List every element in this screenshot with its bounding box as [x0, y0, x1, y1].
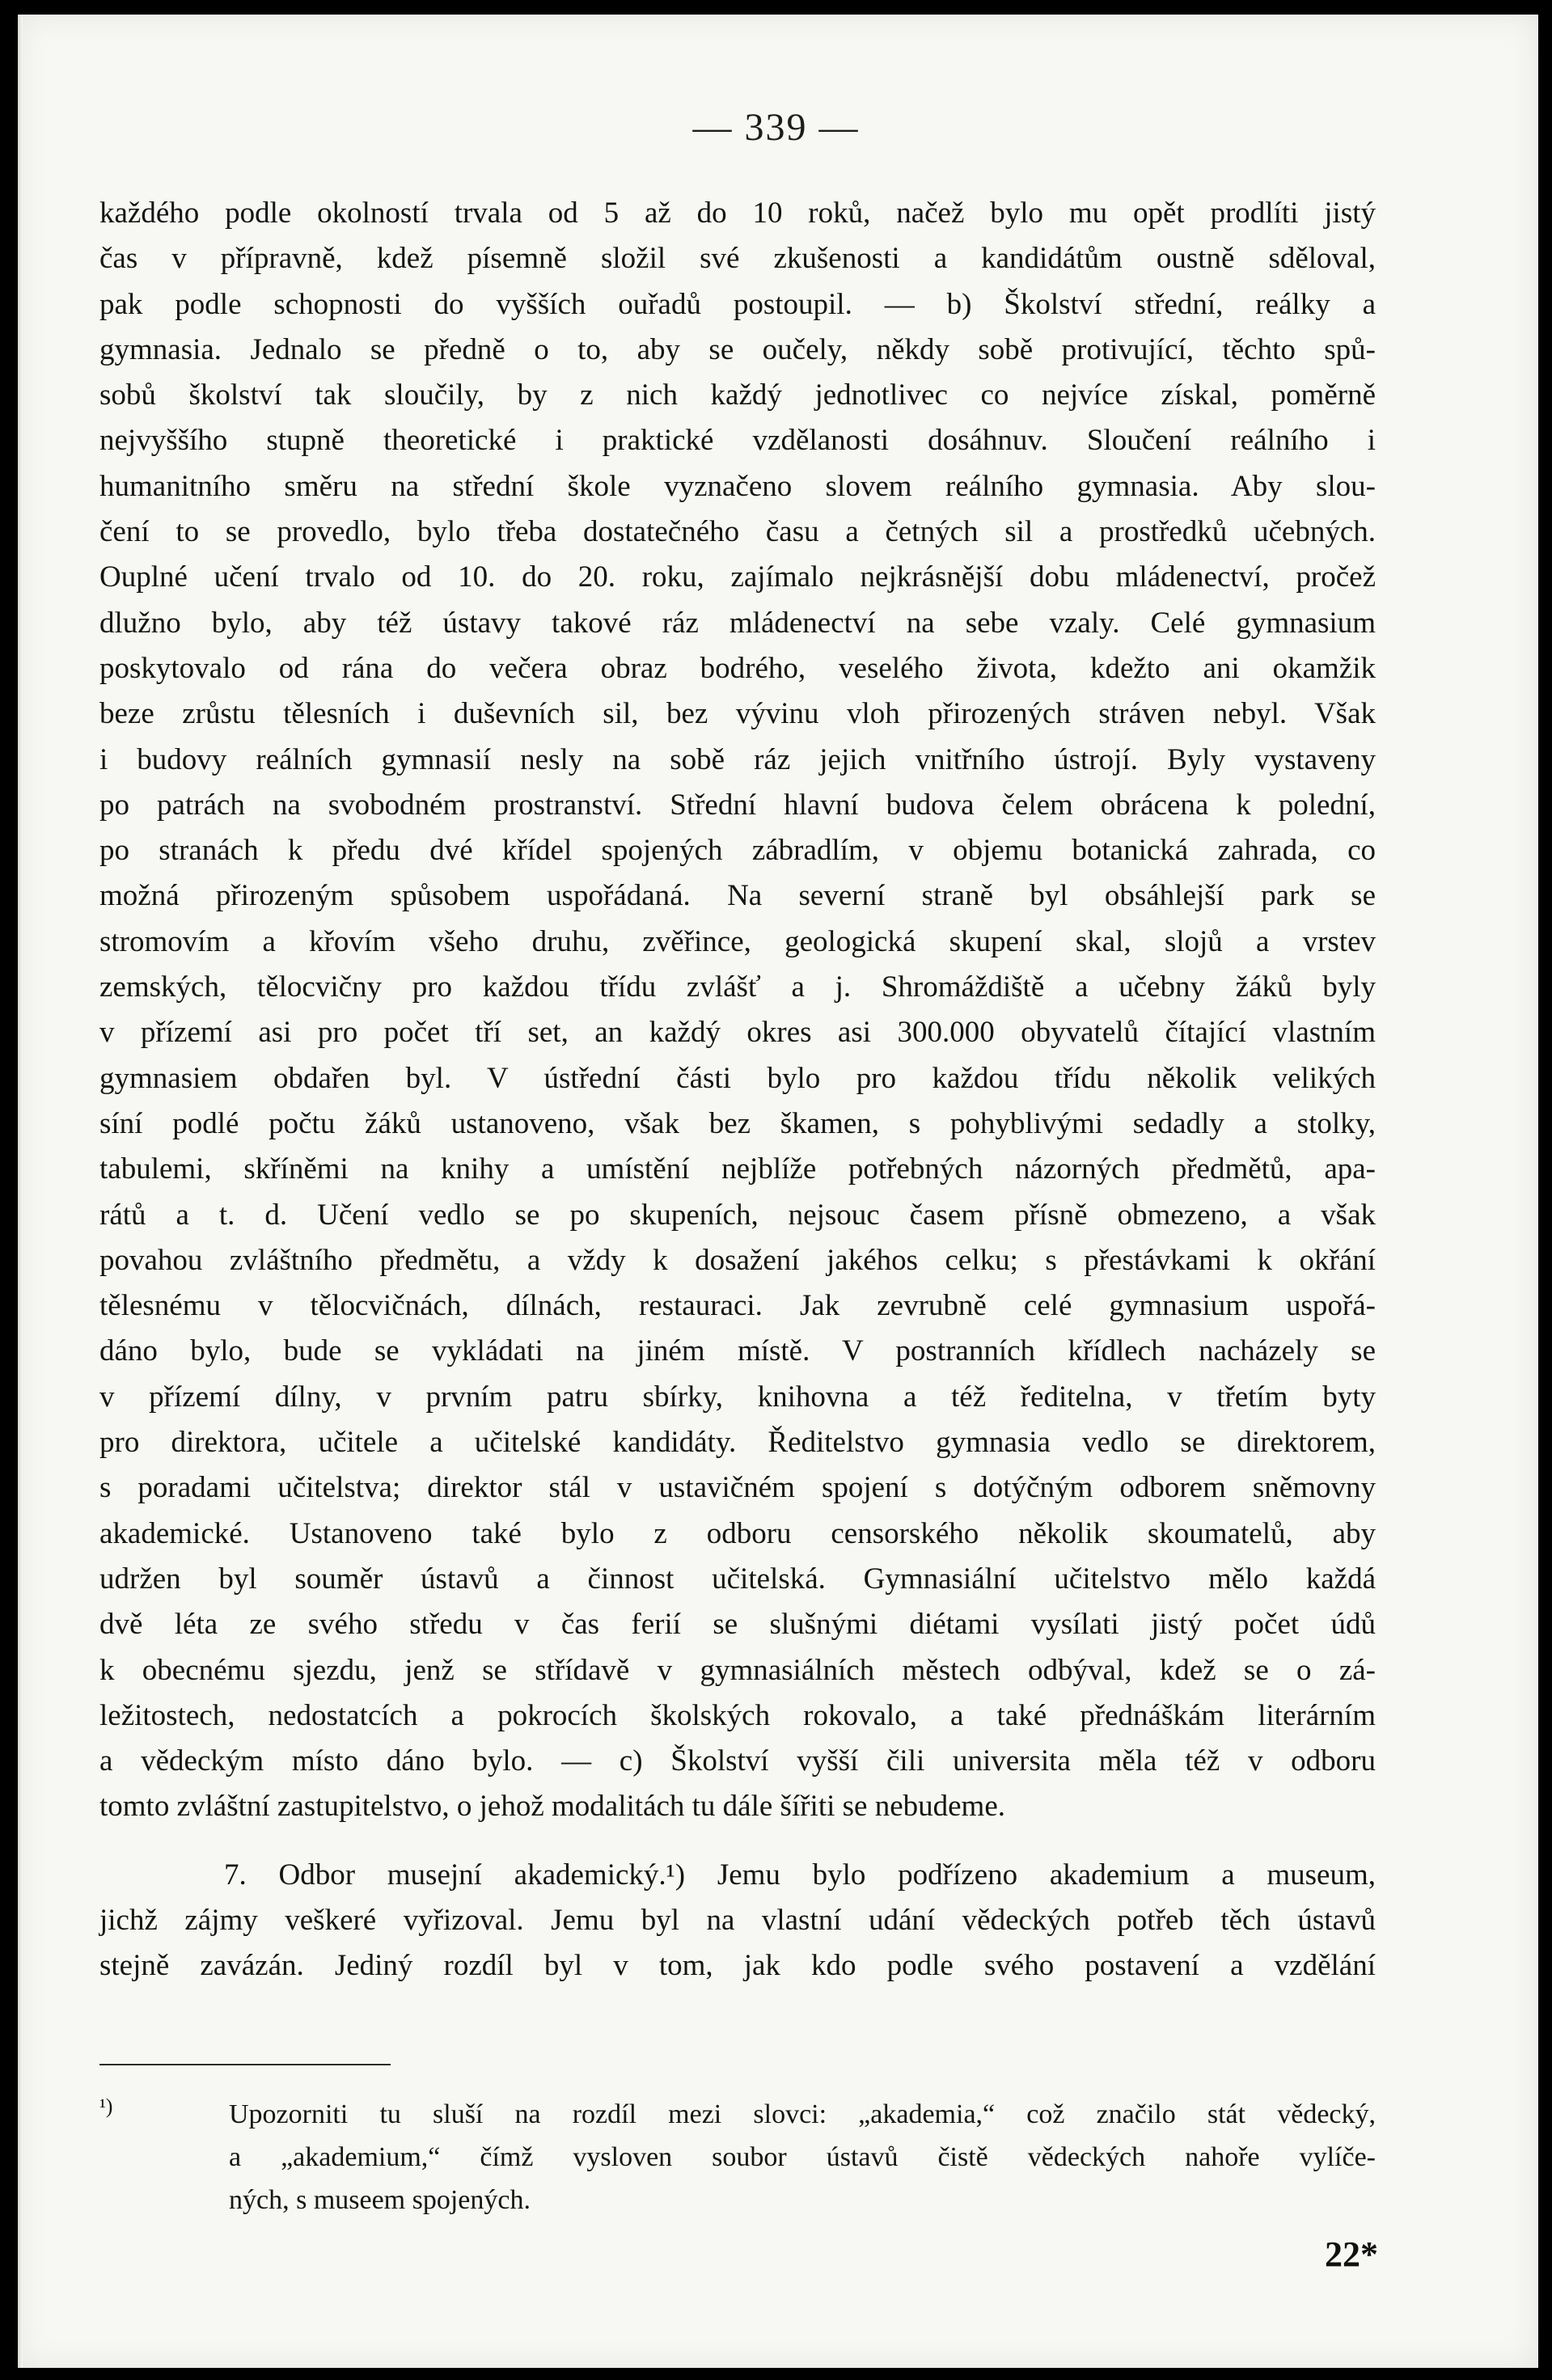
text-line: stromovím a křovím všeho druhu, zvěřince, geologická skupení skal, slojů a vrstev: [99, 924, 1376, 958]
text-line: v přízemí dílny, v prvním patru sbírky, knihovna a též ředitelna, v třetím byty: [99, 1380, 1376, 1414]
text-line: po patrách na svobodném prostranství. Střední hlavní budova čelem obrácena k polední,: [99, 788, 1376, 822]
text-line: dlužno bylo, aby též ústavy takové ráz mládenectví na sebe vzaly. Celé gymnasium: [99, 606, 1376, 640]
text-line: ležitostech, nedostatcích a pokrocích školských rokovalo, a také přednáškám literárním: [99, 1698, 1376, 1732]
text-line: akademické. Ustanoveno také bylo z odboru censorského několik skoumatelů, aby: [99, 1516, 1376, 1550]
text-line: beze zrůstu tělesních i duševních sil, bez vývinu vloh přirozených stráven nebyl. Však: [99, 697, 1376, 731]
text-line: nejvyššího stupně theoretické i praktické vzdělanosti dosáhnuv. Sloučení reálního i: [99, 424, 1376, 458]
footnote-divider: [99, 2064, 391, 2065]
text-line: zemských, tělocvičny pro každou třídu zvlášť a j. Shromáždiště a učebny žáků byly: [99, 970, 1376, 1004]
text-line: tabulemi, skříněmi na knihy a umístění nejblíže potřebných názorných předmětů, apa-: [99, 1152, 1376, 1186]
footnote-text: Upozorniti tu sluší na rozdíl mezi slovci: „akademia,“ což značilo stát vědecký,: [229, 2099, 1376, 2129]
text-line: humanitního směru na střední škole vyznačeno slovem reálního gymnasia. Aby slou-: [99, 469, 1376, 503]
text-line: gymnasia. Jednalo se předně o to, aby se oučely, někdy sobě protivující, těchto spů-: [99, 332, 1376, 366]
page-edge: [18, 15, 23, 2368]
text-line: povahou zvláštního předmětu, a vždy k dosažení jakéhos celku; s přestávkami k okřání: [99, 1243, 1376, 1277]
text-line: jichž zájmy veškeré vyřizoval. Jemu byl na vlastní udání vědeckých potřeb těch ústavů: [99, 1903, 1376, 1937]
paragraph-gap: [99, 1830, 1376, 1853]
page-number: — 339 —: [692, 106, 860, 149]
footnote-line: ných, s museem spojených.: [229, 2185, 531, 2215]
text-line: po stranách k předu dvé křídel spojených zábradlím, v objemu botanická zahrada, co: [99, 834, 1376, 868]
section-7-heading-line: 7. Odbor musejní akademický.¹) Jemu bylo podřízeno akademium a museum,: [224, 1858, 1376, 1892]
text-line: tělesnému v tělocvičnách, dílnách, restauraci. Jak zevrubně celé gymnasium uspořá-: [99, 1289, 1376, 1323]
text-line: každého podle okolností trvala od 5 až do 10 roků, načež bylo mu opět prodlíti jistý: [99, 197, 1376, 230]
text-line: pak podle schopnosti do vyšších ouřadů postoupil. — b) Školství střední, reálky a: [99, 287, 1376, 321]
signature-mark: 22*: [1325, 2234, 1378, 2274]
footnote: [99, 2093, 1376, 2221]
text-line: poskytovalo od rána do večera obraz bodrého, veselého života, kdežto ani okamžik: [99, 651, 1376, 685]
text-line: čas v přípravně, kdež písemně složil své zkušenosti a kandidátům oustně sděloval,: [99, 242, 1376, 276]
text-line: sobů školství tak sloučily, by z nich každý jednotlivec co nejvíce získal, poměrně: [99, 378, 1376, 412]
text-line: tomto zvláštní zastupitelstvo, o jehož modalitách tu dále šířiti se nebudeme.: [99, 1790, 1006, 1824]
text-line: dvě léta ze svého středu v čas ferií se slušnými diétami vysílati jistý počet údů: [99, 1608, 1376, 1642]
main-text: [99, 191, 1376, 1989]
text-line: stejně zavázán. Jediný rozdíl byl v tom, jak kdo podle svého postavení a vzdělání: [99, 1949, 1376, 1983]
text-line: čení to se provedlo, bylo třeba dostatečného času a četných sil a prostředků učebných.: [99, 515, 1376, 549]
footnote-line: a „akademium,“ čímž vysloven soubor ústavů čistě vědeckých nahoře vylíče-: [229, 2142, 1376, 2172]
text-line: Ouplné učení trvalo od 10. do 20. roku, zajímalo nejkrásnější dobu mládenectví, pročež: [99, 560, 1376, 594]
text-line: gymnasiem obdařen byl. V ústřední části bylo pro každou třídu několik velikých: [99, 1061, 1376, 1095]
text-line: a vědeckým místo dáno bylo. — c) Školství vyšší čili universita měla též v odboru: [99, 1744, 1376, 1778]
text-line: udržen byl souměr ústavů a činnost učitelská. Gymnasiální učitelstvo mělo každá: [99, 1562, 1376, 1596]
text-line: možná přirozeným spůsobem uspořádaná. Na severní straně byl obsáhlejší park se: [99, 879, 1376, 913]
text-line: rátů a t. d. Učení vedlo se po skupeních, nejsouc časem přísně obmezeno, a však: [99, 1198, 1376, 1232]
text-line: v přízemí asi pro počet tří set, an každý okres asi 300.000 obyvatelů čítající vlastním: [99, 1016, 1376, 1050]
text-line: i budovy reálních gymnasií nesly na sobě ráz jejich vnitřního ústrojí. Byly vystaveny: [99, 742, 1376, 776]
text-line: pro direktora, učitele a učitelské kandidáty. Ředitelstvo gymnasia vedlo se direktorem,: [99, 1426, 1376, 1460]
footnote-line: ¹) Upozorniti tu sluší na rozdíl mezi slovci: „akademia,“ což značilo stát vědecký,: [99, 2094, 1376, 2129]
text-line: k obecnému sjezdu, jenž se střídavě v gymnasiálních městech odbýval, kdež se o zá-: [99, 1653, 1376, 1687]
text-line: síní podlé počtu žáků ustanoveno, však bez škamen, s pohyblivými sedadly a stolky,: [99, 1106, 1376, 1140]
text-line: s poradami učitelstva; direktor stál v ustavičném spojení s dotýčným odborem sněmovny: [99, 1471, 1376, 1505]
text-line: dáno bylo, bude se vykládati na jiném místě. V postranních křídlech nacházely se: [99, 1334, 1376, 1368]
